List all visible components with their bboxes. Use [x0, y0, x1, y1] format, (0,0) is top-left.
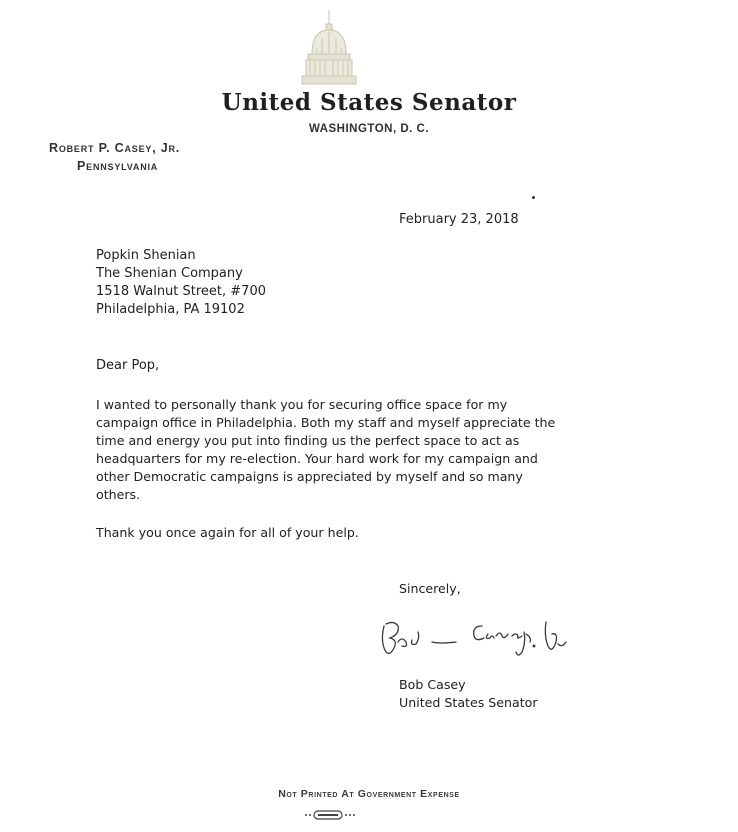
sender-name: Robert P. Casey, Jr. [49, 141, 181, 155]
sign-off: Sincerely, [399, 581, 461, 596]
handwritten-signature [376, 612, 576, 662]
recipient-street: 1518 Walnut Street, #700 [96, 284, 266, 299]
signer-name: Bob Casey [399, 677, 466, 692]
letterhead-city: WASHINGTON, D. C. [308, 123, 430, 135]
recipient-address [96, 247, 266, 319]
capitol-dome-icon [300, 8, 358, 86]
union-label-icon [302, 809, 362, 821]
speck-mark [532, 196, 535, 199]
signer-title: United States Senator [399, 695, 538, 710]
salutation: Dear Pop, [96, 358, 160, 373]
letterhead-title: United States Senator [221, 89, 517, 116]
letter-body: I wanted to personally thank you for securing office space for my campaign office in Philadelphia. Both my staff and myself appreciate the time and energy you put into finding us the perfect space to act as headquarters for my re-election. Your hard work for my campaign and other Democratic campaigns is appreciated by myself and so many others. [96, 397, 556, 502]
recipient-city: Philadelphia, PA 19102 [96, 302, 245, 317]
letter-date: February 23, 2018 [399, 212, 519, 227]
footer-notice: Not Printed At Government Expense [278, 788, 460, 800]
recipient-name: Popkin Shenian [96, 248, 196, 263]
sender-state: Pennsylvania [77, 159, 159, 173]
closing-line: Thank you once again for all of your help. [96, 525, 359, 540]
recipient-company: The Shenian Company [96, 266, 243, 281]
